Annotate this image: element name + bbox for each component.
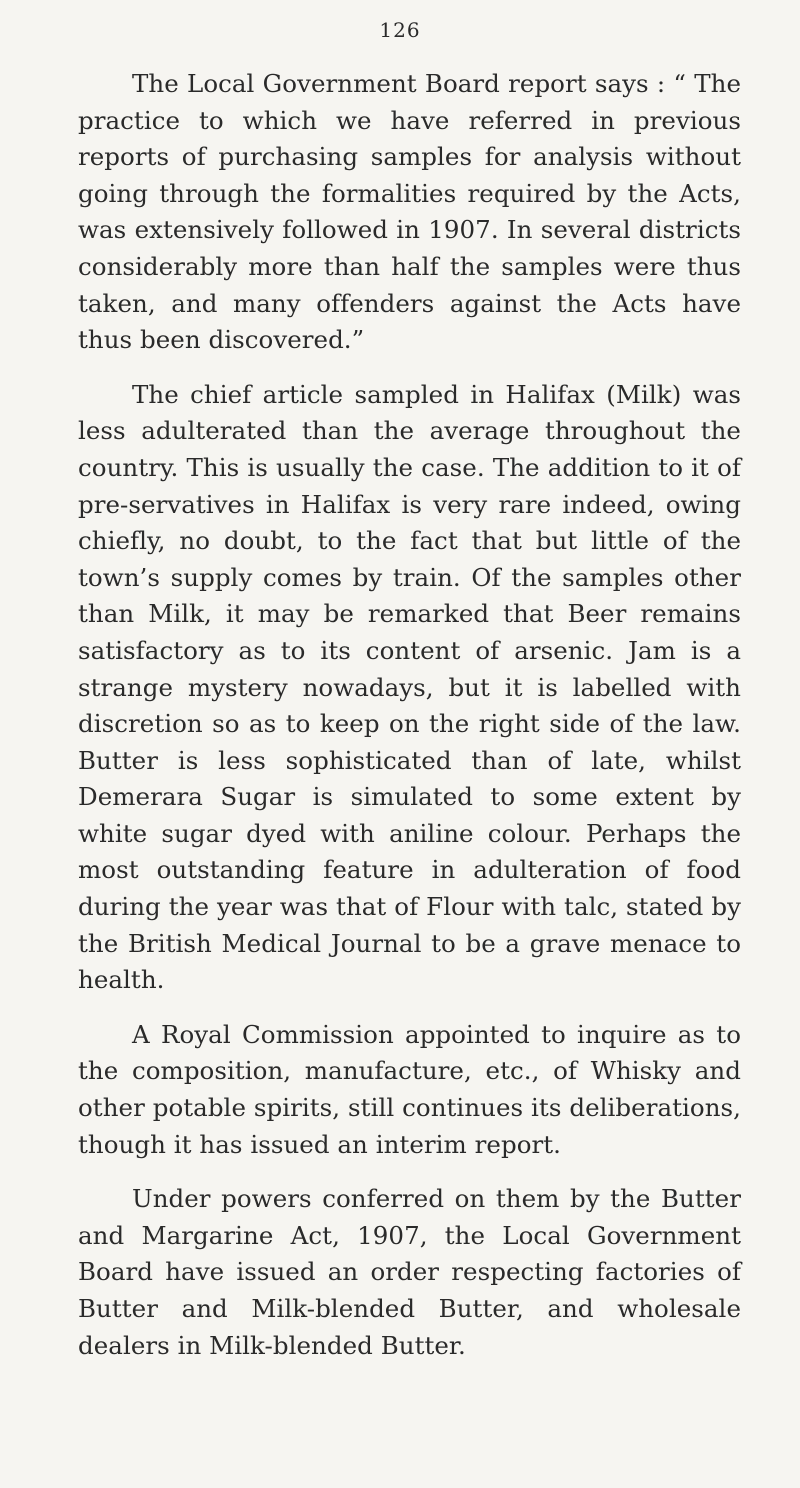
paragraph-butter-margarine-act: Under powers conferred on them by the Butter and Margarine Act, 1907, the Local Government Board have issued an order respecting factories of Butter and Milk-blended Butter, and wholesale dealers in Milk-blended Butter. xyxy=(78,1184,741,1360)
paragraph-halifax-samples: The chief article sampled in Halifax (Milk) was less adulterated than the average throughout the country. This is usually the case. The addition to it of pre-servatives in Halifax is very rare indeed, owing chiefly, no doubt, to the fact that but little of the town’s supply comes by train. Of the samples other than Milk, it may be remarked that Beer remains satisfactory as to its content of arsenic. Jam is a strange mystery nowadays, but it is labelled with discretion so as to keep on the right side of the law. Butter is less sophisticated than of late, whilst Demerara Sugar is simulated to some extent by white sugar dyed with aniline colour. Perhaps the most outstanding feature in adulteration of food during the year was that of Flour with talc, stated by the British Medical Journal to be a grave menace to health. xyxy=(78,379,741,995)
paragraph-royal-commission: A Royal Commission appointed to inquire as to the composition, manufacture, etc., of Whisky and other potable spirits, still continues its deliberations, though it has issued an interim report. xyxy=(78,1019,741,1159)
paragraph-lgb-report-quote: The Local Government Board report says : “ The practice to which we have referred in previous reports of purchasing samples for analysis without going through the formalities required by the Acts, was extensively followed in 1907. In several districts considerably more than half the samples were thus taken, and many offenders against the Acts have thus been discovered.” xyxy=(78,69,741,355)
page-number: 126 xyxy=(379,18,421,42)
body-text xyxy=(78,66,741,1382)
